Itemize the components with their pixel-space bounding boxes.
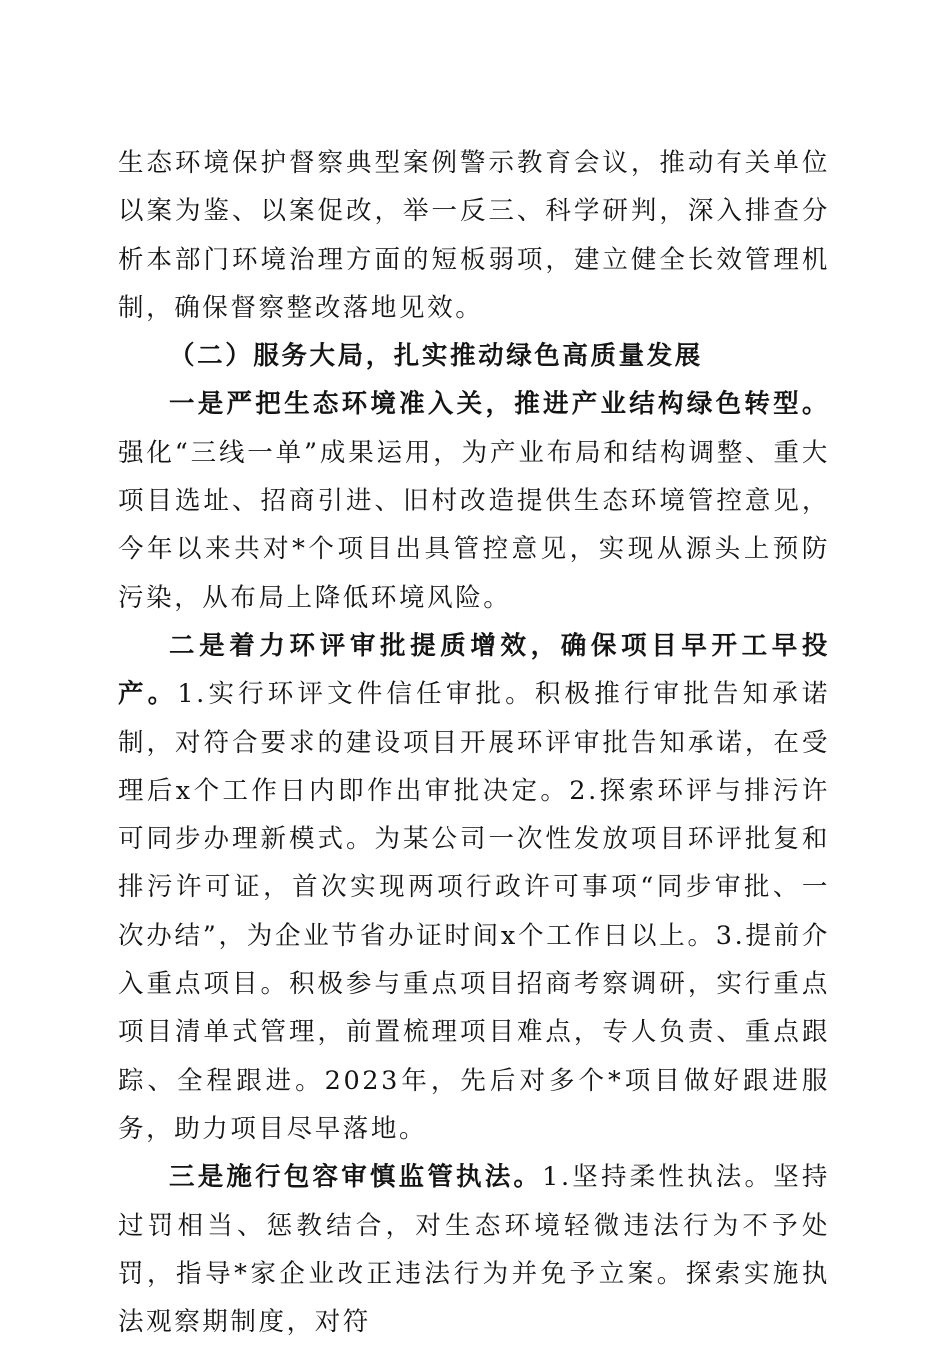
paragraph-body: 强化“三线一单”成果运用，为产业布局和结构调整、重大项目选址、招商引进、旧村改造提供生态环境管控意见，今年以来共对*个项目出具管控意见，实现从源头上预防污染，从布局上降低环境风险。 [118, 437, 830, 613]
paragraph-body: 1.坚持柔性执法。坚持过罚相当、惩教结合，对生态环境轻微违法行为不予处罚，指导*家企业改正违法行为并免予立案。探索实施执法观察期制度，对符 [118, 1162, 830, 1338]
paragraph-lead: 二是着力环评审批提质增效，确保项目早开工早投产。 [118, 630, 830, 710]
paragraph-lead: 一是严把生态环境准入关，推进产业结构绿色转型。 [169, 389, 830, 420]
paragraph-eia-approval [118, 622, 830, 1153]
section-heading: （二）服务大局，扎实推动绿色高质量发展 [169, 341, 703, 372]
paragraph-continuation: 生态环境保护督察典型案例警示教育会议，推动有关单位以案为鉴、以案促改，举一反三、科学研判，深入排查分析本部门环境治理方面的短板弱项，建立健全长效管理机制，确保督察整改落地见效。 [118, 148, 830, 323]
paragraph-entry-access [118, 380, 830, 621]
paragraph-enforcement [118, 1153, 830, 1346]
paragraph-body: 1.实行环评文件信任审批。积极推行审批告知承诺制，对符合要求的建设项目开展环评审批告知承诺，在受理后x个工作日内即作出审批决定。2.探索环评与排污许可同步办理新模式。为某公司一次性发放项目环评批复和排污许可证，首次实现两项行政许可事项“同步审批、一次办结”，为企业节省办证时间x个工作日以上。3.提前介入重点项目。积极参与重点项目招商考察调研，实行重点项目清单式管理，前置梳理项目难点，专人负责、重点跟踪、全程跟进。2023年，先后对多个*项目做好跟进服务，助力项目尽早落地。 [118, 679, 831, 1144]
paragraph-lead: 三是施行包容审慎监管执法。 [169, 1162, 543, 1193]
document-body [118, 139, 830, 1346]
